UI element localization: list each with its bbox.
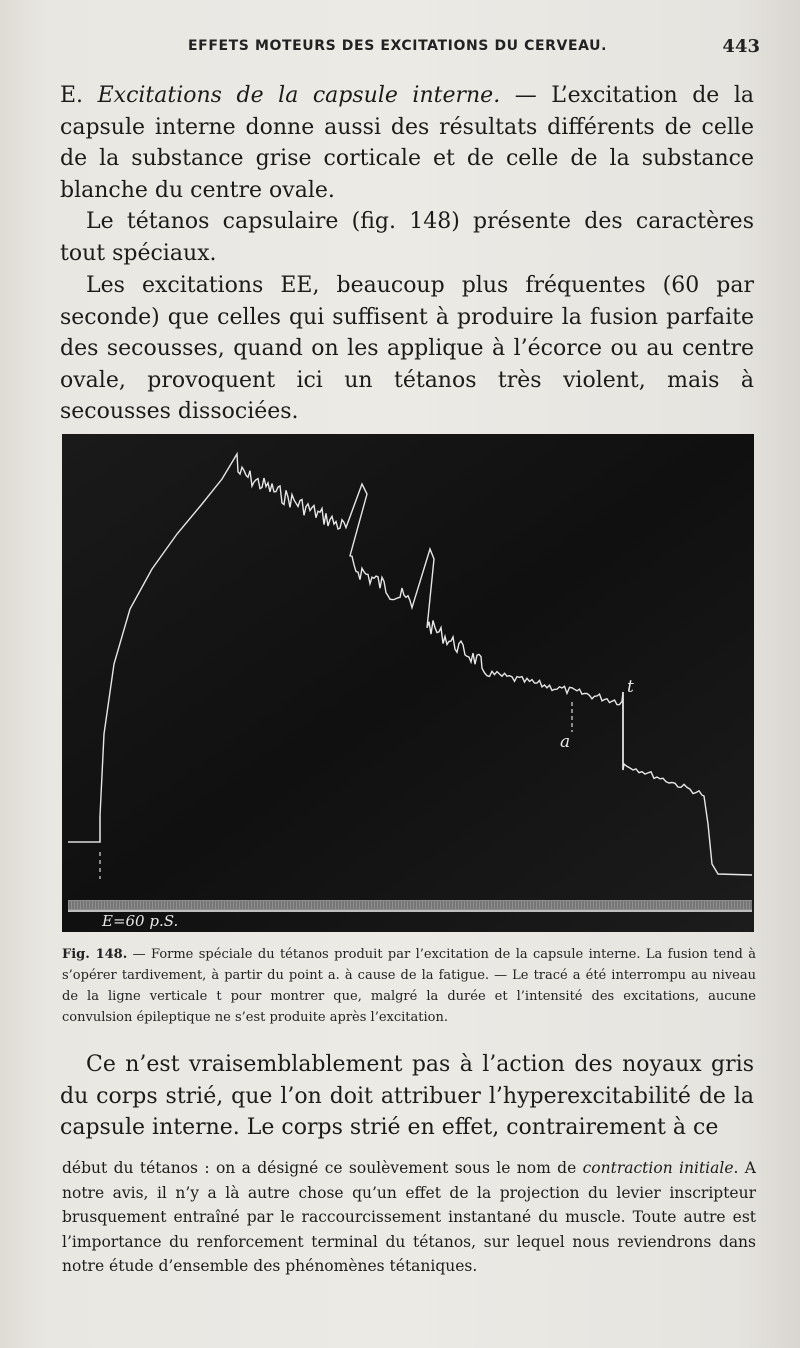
footnote-text-b: . A notre avis, il n’y a là autre chose qu’un effet de la projection du levier inscripteur brusquement entraîné par le raccourcissement instantané du muscle. Toute autre est l’importance du renforcement terminal du tétanos, sur lequel nous reviendrons dans notre étude d’ensemble des phénomènes tétaniques. [62,1159,757,1275]
section-label: E. [60,83,84,108]
label-t: t [627,677,634,697]
figure-148-tracing [62,434,754,932]
paragraph-tetanos-capsulaire: Le tétanos capsulaire (fig. 148) présente des caractères tout spéciaux. [60,209,754,266]
page-number: 443 [722,36,760,57]
figure-caption [62,944,756,1028]
label-a: a [560,732,571,752]
paragraph-corps-strie: Ce n’est vraisemblablement pas à l’action des noyaux gris du corps strié, que l’on doit attribuer l’hyperexcitabilité de la capsule interne. Le corps strié en effet, contrairement à ce [60,1052,754,1140]
footnote [62,1156,756,1279]
page-header [60,38,760,66]
paragraph-text: — L’excitation de la capsule interne donne aussi des résultats différents de celle de la substance grise corticale et de celle de la substance blanche du centre ovale. [60,83,754,203]
stimulus-frequency-label: E=60 p.S. [102,912,179,930]
footnote-text-a: début du tétanos : on a désigné ce soulèvement sous le nom de [62,1159,583,1177]
tracing-svg [62,434,754,932]
caption-figure-label: Fig. 148. [62,947,128,962]
paragraph-excitations: Les excitations EE, beaucoup plus fréquentes (60 par seconde) que celles qui suffisent à produire la fusion parfaite des secousses, quand on les applique à l’écorce ou au centre ovale, provoquent ici un tétanos très violent, mais à secousses dissociées. [60,273,754,424]
section-title: Excitations de la capsule interne. [97,83,501,108]
running-title: EFFETS MOTEURS DES EXCITATIONS DU CERVEAU. [188,38,608,54]
paragraph-capsule-interne [60,80,754,206]
footnote-italic-term: contraction initiale [582,1159,734,1177]
caption-text: — Forme spéciale du tétanos produit par l’excitation de la capsule interne. La fusion tend à s’opérer tardivement, à partir du point a. à cause de la fatigue. — Le tracé a été interrompu au niveau de la ligne verticale t pour montrer que, malgré la durée et l’intensité des excitations, aucune convulsion épileptique ne s’est produite après l’excitation. [62,947,756,1025]
figure-background [62,434,754,932]
